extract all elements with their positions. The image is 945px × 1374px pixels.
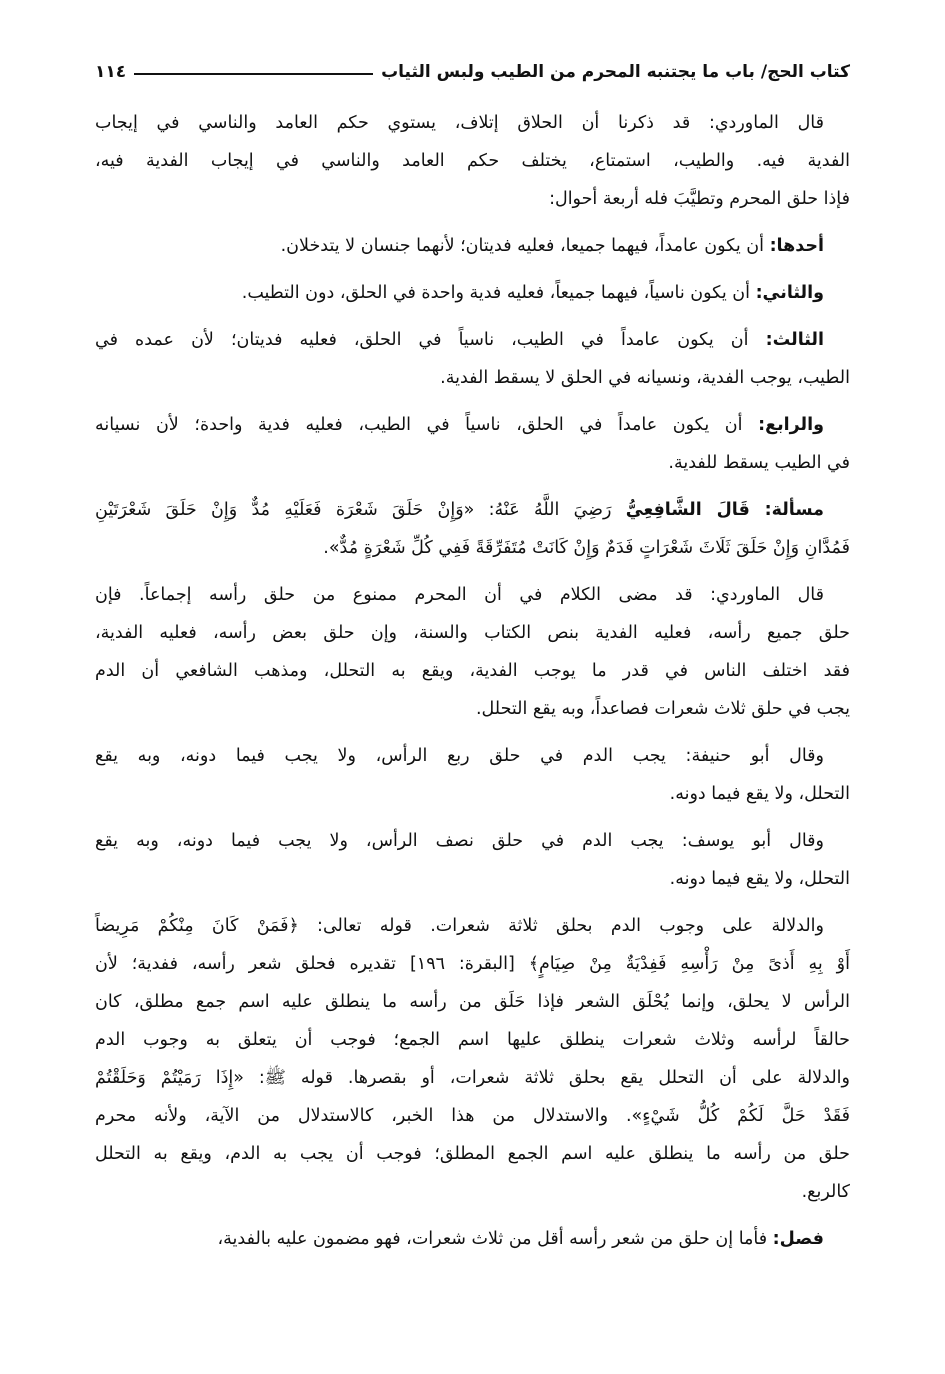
line-text: التحلل، ولا يقع فيما دونه. (669, 869, 850, 889)
text-line (95, 1021, 850, 1059)
text-line (95, 822, 850, 860)
text-line (95, 274, 850, 312)
paragraph (95, 576, 850, 728)
line-text: حلق من رأسه ما ينطلق عليه اسم الجمع المطلق؛ فوجب أن يجب به الدم، ويقع به التحلل (95, 1144, 850, 1164)
text-line (95, 945, 850, 983)
text-line (95, 1097, 850, 1135)
line-text: التحلل، ولا يقع فيما دونه. (669, 784, 850, 804)
bold-lead: أحدها: (769, 236, 824, 256)
chapter-title: كتاب الحج/ باب ما يجتنبه المحرم من الطيب ولبس الثياب (381, 62, 850, 82)
text-line (95, 406, 850, 444)
text-line (95, 104, 850, 142)
line-text: والدلالة على أن التحلل يقع بحلق ثلاثة شعرات، أو بقصرها. قوله ﷺ: «إِذَا رَمَيْتُمْ وَحَلَقْتُمْ (95, 1068, 850, 1088)
line-text: أَوْ بِهِ أَذىً مِنْ رَأْسِهِ فَفِدْيَةٌ مِنْ صِيَامٍ﴾ [البقرة: ١٩٦] تقديره فحلق شعر رأسه، ففدية؛ لأن (95, 954, 850, 974)
text-line (95, 907, 850, 945)
line-text: والدلالة على وجوب الدم بحلق ثلاثة شعرات. قوله تعالى: ﴿فَمَنْ كَانَ مِنْكُمْ مَرِيضاً (95, 916, 824, 936)
line-text: رَضِيَ اللَّهُ عَنْهُ: «وَإِنْ حَلَقَ شَعْرَة فَعَلَيْهِ مُدٌّ وَإِنْ حَلَقَ شَعْرَتَيْنِ (95, 500, 626, 520)
line-text: قال الماوردي: قد ذكرنا أن الحلاق إتلاف، يستوي حكم العامد والناسي في إيجاب (95, 113, 824, 133)
paragraph (95, 737, 850, 813)
text-line (95, 775, 850, 813)
text-line (95, 737, 850, 775)
line-text: الطيب، يوجب الفدية، ونسيانه في الحلق لا يسقط الفدية. (440, 368, 850, 388)
bold-lead: والثاني: (755, 283, 824, 303)
line-text: أن يكون عامداً في الطيب، ناسياً في الحلق، فعليه فديتان؛ لأن عمده في (95, 330, 766, 350)
line-text: وقال أبو يوسف: يجب الدم في حلق نصف الرأس، ولا يجب فيما دونه، وبه يقع (95, 831, 824, 851)
line-text: فقد اختلف الناس في قدر ما يوجب الفدية، ويقع به التحلل، ومذهب الشافعي أن الدم (95, 661, 850, 681)
line-text: قال الماوردي: قد مضى الكلام في أن المحرم ممنوع من حلق رأسه إجماعاً. فإن (95, 585, 824, 605)
paragraph (95, 227, 850, 265)
line-text: حالقاً لرأسه وثلاث شعرات ينطلق عليها اسم الجمع؛ فوجب أن يتعلق به وجوب الدم (95, 1030, 850, 1050)
text-line (95, 321, 850, 359)
line-text: فَقَدْ حَلَّ لَكُمْ كُلُّ شَيْءٍ». والاستدلال من هذا الخبر، كالاستدلال من الآية، ولأنه محرم (95, 1106, 850, 1126)
text-line (95, 227, 850, 265)
bold-lead: الثالث: (765, 330, 824, 350)
paragraph (95, 274, 850, 312)
text-line (95, 983, 850, 1021)
line-text: الفدية فيه. والطيب، استمتاع، يختلف حكم العامد والناسي في إيجاب الفدية فيه، (95, 151, 850, 171)
line-text: وقال أبو حنيفة: يجب الدم في حلق ربع الرأس، ولا يجب فيما دونه، وبه يقع (95, 746, 824, 766)
paragraph (95, 104, 850, 218)
bold-lead: مسألة: قَالَ الشَّافِعِيُّ (625, 500, 824, 520)
text-line (95, 1135, 850, 1173)
page-number: ١١٤ (95, 62, 127, 82)
line-text: يجب في حلق ثلاث شعرات فصاعداً، وبه يقع التحلل. (475, 699, 850, 719)
text-line (95, 1059, 850, 1097)
text-line (95, 1173, 850, 1211)
text-line (95, 359, 850, 397)
text-line (95, 444, 850, 482)
text-line (95, 614, 850, 652)
line-text: في الطيب يسقط للفدية. (668, 453, 850, 473)
page-body (95, 104, 850, 1258)
text-line (95, 652, 850, 690)
text-line (95, 860, 850, 898)
line-text: فَمُدَّانِ وَإِنْ حَلَقَ ثَلَاثَ شَعْرَاتٍ فَدَمٌ وَإِنْ كَانَتْ مُتَفَرِّقَةً فَفِي كُلِّ شَعْرَةٍ مُدٌّ». (323, 538, 850, 558)
line-text: أن يكون عامداً، فيهما جميعا، فعليه فديتان؛ لأنهما جنسان لا يتدخلان. (280, 236, 770, 256)
text-line (95, 529, 850, 567)
text-line (95, 1220, 850, 1258)
line-text: أن يكون عامداً في الحلق، ناسياً في الطيب، فعليه فدية واحدة؛ لأن نسيانه (95, 415, 759, 435)
line-text: فأما إن حلق من شعر رأسه أقل من ثلاث شعرات، فهو مضمون عليه بالفدية، (217, 1229, 773, 1249)
text-line (95, 576, 850, 614)
book-page (95, 48, 850, 1267)
running-header (95, 48, 850, 82)
bold-lead: والرابع: (758, 415, 824, 435)
line-text: فإذا حلق المحرم وتطيَّبَ فله أربعة أحوال: (549, 189, 850, 209)
text-line (95, 491, 850, 529)
text-line (95, 180, 850, 218)
paragraph (95, 491, 850, 567)
bold-lead: فصل: (772, 1229, 824, 1249)
text-line (95, 690, 850, 728)
line-text: حلق جميع رأسه، فعليه الفدية بنص الكتاب والسنة، وإن حلق بعض رأسه، فعليه الفدية، (95, 623, 850, 643)
text-line (95, 142, 850, 180)
paragraph (95, 321, 850, 397)
paragraph (95, 1220, 850, 1258)
line-text: كالربع. (801, 1182, 850, 1202)
line-text: أن يكون ناسياً، فيهما جميعاً، فعليه فدية واحدة في الحلق، دون التطيب. (241, 283, 756, 303)
paragraph (95, 907, 850, 1211)
line-text: الرأس لا يحلق، وإنما يُحْلَق الشعر فإذا حَلَق من رأسه ما ينطلق عليه اسم جمع مطلق، كان (95, 992, 850, 1012)
paragraph (95, 406, 850, 482)
paragraph (95, 822, 850, 898)
header-rule (134, 73, 373, 75)
